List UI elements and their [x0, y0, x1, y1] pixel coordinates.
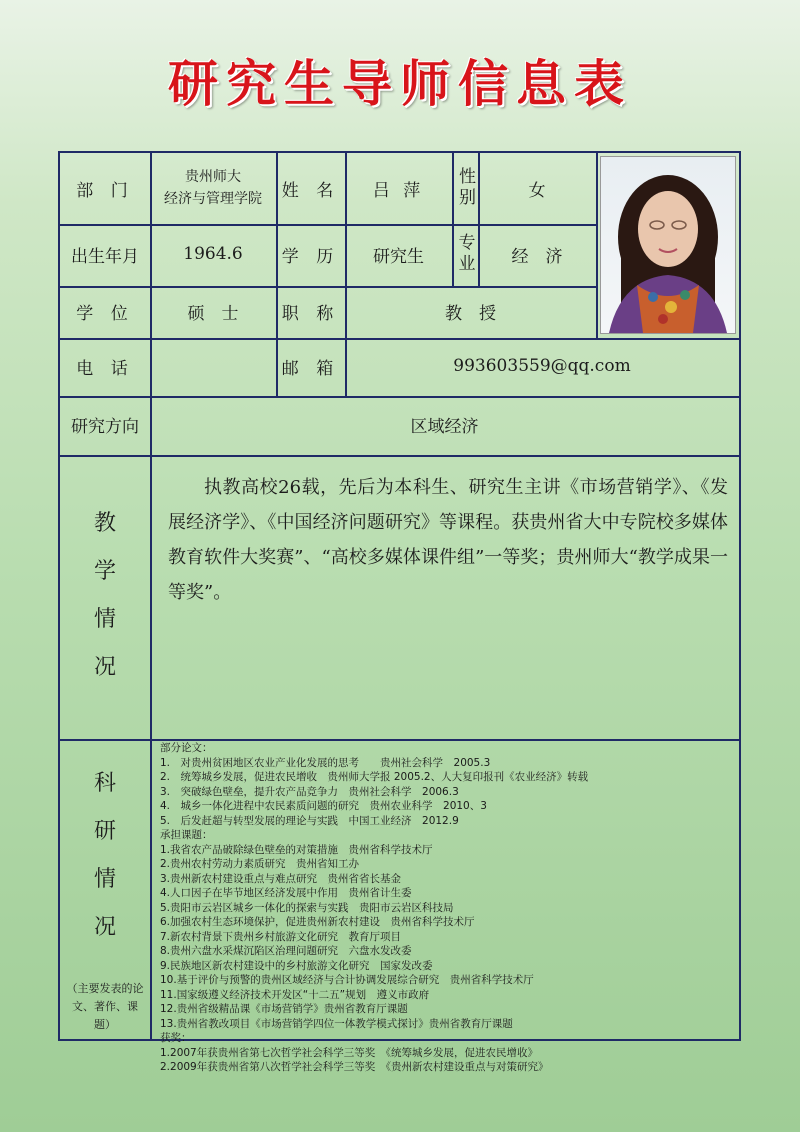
research-line: 2. 统筹城乡发展，促进农民增收 贵州师大学报 2005.2、人大复印报刊《农业经济》转载: [160, 771, 589, 783]
rank-label: 职 称: [281, 303, 340, 324]
research-note: （主要发表的论文、著作、课题）: [66, 982, 144, 1031]
research-line: 承担课题：: [160, 829, 213, 841]
teaching-label: [60, 500, 150, 692]
birth-value: 1964.6: [183, 244, 243, 264]
page-title: 研究生导师信息表: [168, 55, 632, 113]
birth-label: 出生年月: [71, 246, 139, 267]
degree-label: 学 位: [76, 303, 134, 324]
research-label: [60, 760, 150, 952]
major-label: 专业: [454, 233, 475, 275]
research-line: 2.贵州农村劳动力素质研究 贵州省知工办: [160, 858, 360, 870]
email-value: 993603559@qq.com: [453, 356, 631, 376]
education-value: 研究生: [373, 246, 424, 267]
email-label: 邮 箱: [281, 358, 340, 379]
name-value: 吕 萍: [372, 180, 425, 201]
dept-line1: 贵州师大: [185, 169, 241, 185]
research-line: 5. 后发赶超与转型发展的理论与实践 中国工业经济 2012.9: [160, 814, 459, 827]
education-label: 学 历: [281, 246, 340, 267]
research-line: 11.国家级遵义经济技术开发区“十二五”规划 遵义市政府: [160, 988, 430, 1001]
research-line: 3. 突破绿色壁垒，提升农产品竞争力 贵州社会科学 2006.3: [160, 785, 459, 798]
gender-value: 女: [528, 180, 546, 201]
research-line: 3.贵州新农村建设重点与难点研究 贵州省省长基金: [160, 872, 402, 885]
research-line: 获奖：: [160, 1032, 192, 1044]
teaching-text: 执教高校26载，先后为本科生、研究生主讲《市场营销学》、《发展经济学》、《中国经济问题研究》等课程。获贵州省大中专院校多媒体教育软件大奖赛”、“高校多媒体课件组”一等奖；贵州师大“教学成果一等奖”。: [168, 477, 728, 603]
research-line: 10.基于评价与预警的贵州区域经济与合计协调发展综合研究 贵州省科学技术厅: [160, 974, 534, 986]
research-line: 1.我省农产品破除绿色壁垒的对策措施 贵州省科学技术厅: [160, 843, 433, 856]
research-label-text: 科研情况: [93, 771, 116, 940]
direction-value: 区域经济: [410, 417, 479, 437]
teaching-label-text: 教学情况: [93, 511, 116, 680]
research-line: 4.人口因子在毕节地区经济发展中作用 贵州省计生委: [160, 887, 412, 899]
research-line: 部分论文：: [160, 742, 213, 754]
dept-value: [150, 153, 276, 223]
research-line: 6.加强农村生态环境保护，促进贵州新农村建设 贵州省科学技术厅: [160, 916, 475, 928]
name-label: 姓 名: [281, 180, 340, 201]
research-line: 1.2007年获贵州省第七次哲学社会科学三等奖 《统筹城乡发展，促进农民增收》: [160, 1046, 538, 1059]
research-line: 7.新农村背景下贵州乡村旅游文化研究 教育厅项目: [160, 930, 402, 943]
research-line: 2.2009年获贵州省第八次哲学社会科学三等奖 《贵州新农村建设重点与对策研究》: [160, 1061, 549, 1073]
dept-label: 部 门: [76, 180, 134, 201]
rank-value: 教 授: [445, 303, 496, 324]
phone-label: 电 话: [76, 358, 134, 379]
research-line: 12.贵州省级精品课《市场营销学》贵州省教育厅课题: [160, 1003, 408, 1015]
research-line: 13.贵州省教改项目《市场营销学四位一体教学模式探讨》贵州省教育厅课题: [160, 1017, 513, 1030]
research-list: [160, 741, 740, 1075]
research-line: 4. 城乡一体化进程中农民素质问题的研究 贵州农业科学 2010、3: [160, 800, 487, 812]
major-value: 经 济: [511, 246, 563, 267]
research-line: 8.贵州六盘水采煤沉陷区治理问题研究 六盘水发改委: [160, 945, 412, 957]
portrait-photo: [600, 156, 736, 334]
research-line: 5.贵阳市云岩区城乡一体化的探索与实践 贵阳市云岩区科技局: [160, 901, 454, 914]
degree-value: 硕 士: [187, 303, 239, 324]
dept-line2: 经济与管理学院: [164, 191, 262, 207]
gender-label: 性别: [455, 167, 475, 209]
research-line: 1. 对贵州贫困地区农业产业化发展的思考 贵州社会科学 2005.3: [160, 756, 491, 769]
direction-label: 研究方向: [71, 417, 139, 437]
phone-value: [150, 338, 276, 394]
research-line: 9.民族地区新农村建设中的乡村旅游文化研究 国家发改委: [160, 959, 433, 972]
